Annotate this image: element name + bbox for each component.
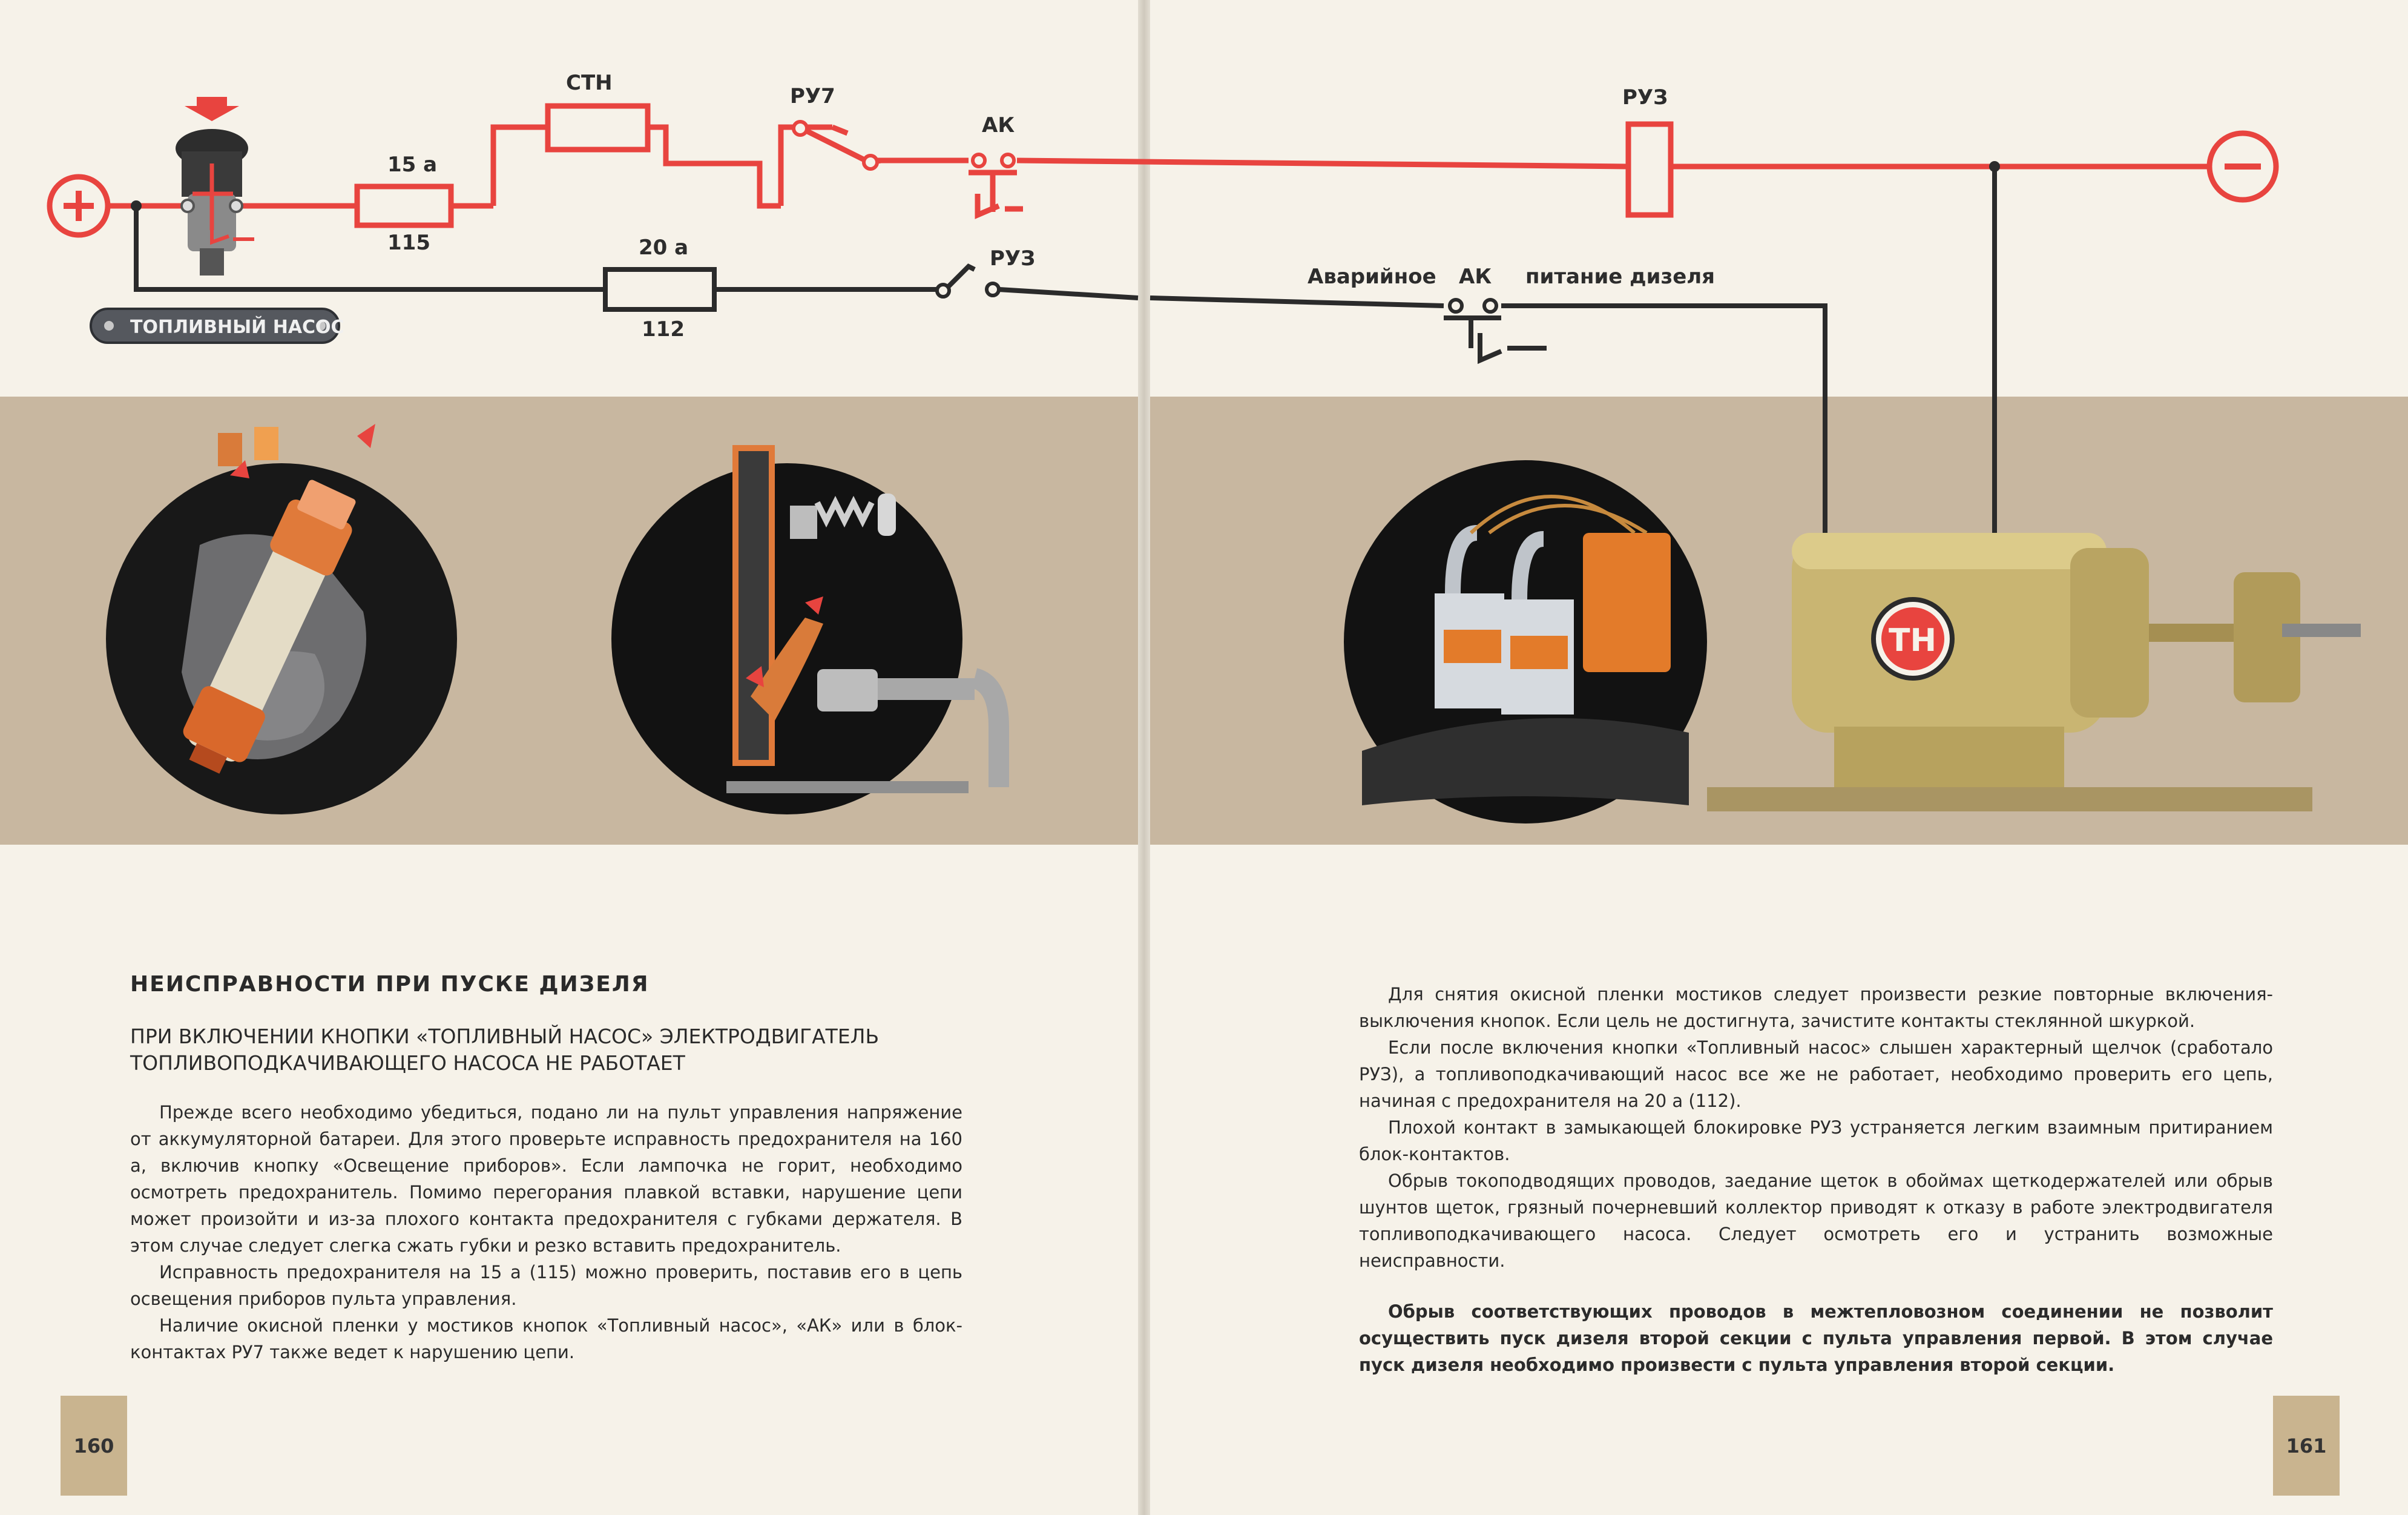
right-paragraph-2: Если после включения кнопки «Топливный насос» слышен характерный щелчок (сработало РУЗ), а топливоподкачивающий насос все же не работает, необходимо проверить его цепь, начиная с предохранителя на 20 а (112). bbox=[1359, 1037, 2273, 1111]
fuse-15a-number: 115 bbox=[387, 231, 430, 255]
left-paragraph-2: Исправность предохранителя на 15 а (115) можно проверить, поставив его в цепь освещения приборов пульта управления. bbox=[130, 1262, 962, 1309]
diesel-supply-label: питание дизеля bbox=[1525, 265, 1716, 289]
fuel-pump-nameplate bbox=[91, 309, 344, 343]
ak-top-contact bbox=[969, 173, 1023, 215]
ak-lower-contact bbox=[1444, 318, 1547, 360]
left-paragraph-3: Наличие окисной пленки у мостиков кнопок «Топливный насос», «АК» или в блок-контактах РУ7 также ведет к нарушению цепи. bbox=[130, 1315, 962, 1362]
fuse-holder-illustration bbox=[106, 424, 457, 814]
left-body-text bbox=[130, 1099, 962, 1365]
right-paragraph-1: Для снятия окисной пленки мостиков следует произвести резкие повторные включения-выключения кнопок. Если цель не достигнута, зачистите контакты стеклянной шкуркой. bbox=[1359, 984, 2273, 1031]
fuse-15a bbox=[357, 186, 451, 225]
page-number-right: 161 bbox=[2273, 1396, 2340, 1496]
fuel-pump-motor-illustration bbox=[1707, 533, 2361, 811]
fuse-20a-label: 20 а bbox=[639, 236, 689, 260]
emergency-label: Аварийное bbox=[1308, 265, 1436, 289]
ak-top-label: АК bbox=[982, 113, 1015, 137]
fuse-20a-number: 112 bbox=[642, 317, 685, 342]
fuse-20a bbox=[605, 269, 714, 309]
page-number-left: 160 bbox=[61, 1396, 127, 1496]
ru3-coil-label: РУЗ bbox=[1622, 85, 1668, 110]
section-heading: НЕИСПРАВНОСТИ ПРИ ПУСКЕ ДИЗЕЛЯ bbox=[130, 972, 650, 997]
right-body-text bbox=[1359, 981, 2273, 1378]
left-paragraph-1: Прежде всего необходимо убедиться, подано ли на пульт управления напряжение от аккумуляторной батареи. Для этого проверьте исправность предохранителя на 160 а, включив кнопку «Освещение приборов». Если лампочка не горит, необходимо осмотреть предохранитель. Помимо перегорания плавкой вставки, нарушение цепи может произойти и из-за плохого контакта предохранителя с губками держателя. В этом случае следует слегка сжать губки и резко вставить предохранитель. bbox=[130, 1102, 962, 1256]
fuse-15a-label: 15 а bbox=[387, 153, 438, 177]
ru7-label: РУ7 bbox=[790, 84, 835, 108]
motor-label: ТН bbox=[1889, 622, 1936, 659]
contact-spring-illustration bbox=[611, 448, 999, 814]
stn-resistor bbox=[548, 106, 648, 150]
right-bold-paragraph: Обрыв соответствующих проводов в межтепловозном соединении не позволит осуществить пуск дизеля второй секции с пульта управления первой. В этом случае пуск дизеля необходимо произвести с пульта управления второй секции. bbox=[1359, 1301, 2273, 1375]
brush-holder-illustration bbox=[1344, 460, 1707, 824]
ak-lower-label: АК bbox=[1459, 265, 1492, 289]
right-paragraph-3: Плохой контакт в замыкающей блокировке РУЗ устраняется легким взаимным притиранием блок-контактов. bbox=[1359, 1117, 2273, 1164]
right-paragraph-4: Обрыв токоподводящих проводов, заедание щеток в обоймах щеткодержателей или обрыв шунтов щеток, грязный почерневший коллектор приводят к отказу в работе электродвигателя топливоподкачивающего насоса. Следует осмотреть его и устранить возможные неисправности. bbox=[1359, 1170, 2273, 1271]
fuel-pump-button-icon bbox=[176, 97, 254, 276]
section-subheading: ПРИ ВКЛЮЧЕНИИ КНОПКИ «ТОПЛИВНЫЙ НАСОС» ЭЛЕКТРОДВИГАТЕЛЬ ТОПЛИВОПОДКАЧИВАЮЩЕГО НАСОСА НЕ РАБОТАЕТ bbox=[130, 1025, 880, 1075]
ru3-coil bbox=[1628, 124, 1671, 215]
stn-label: СТН bbox=[566, 71, 613, 95]
fuel-pump-nameplate-text: ТОПЛИВНЫЙ НАСОС bbox=[130, 317, 344, 338]
ru3-lower-label: РУЗ bbox=[990, 246, 1036, 271]
